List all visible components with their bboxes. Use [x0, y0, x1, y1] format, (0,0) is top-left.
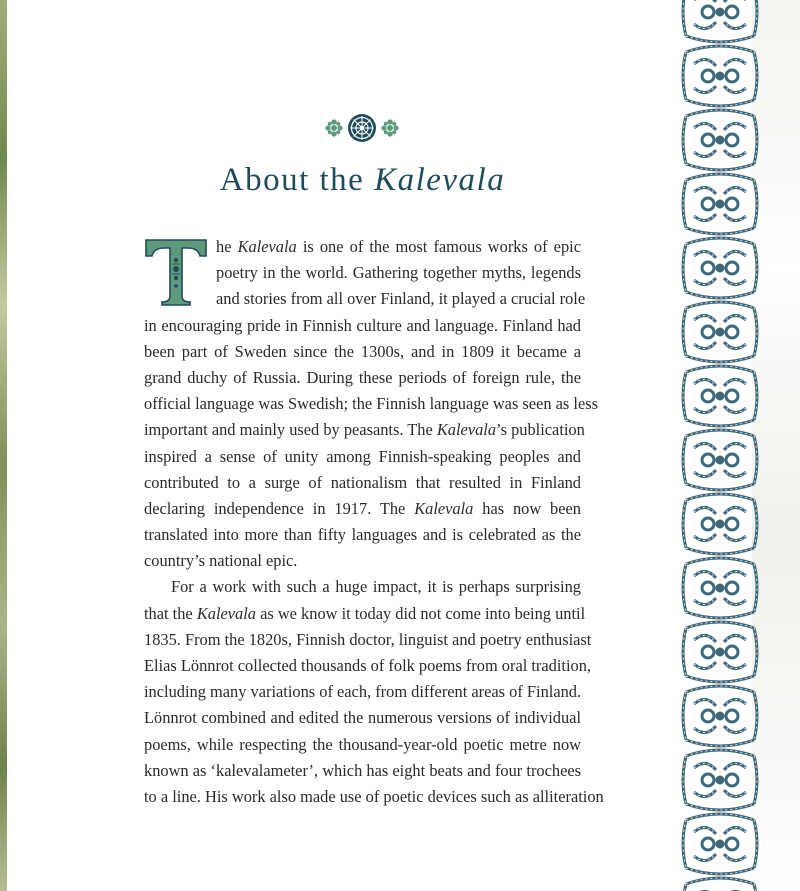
text-line: [144, 260, 581, 286]
text-segment: is one of the most famous works of epic: [296, 237, 581, 256]
text-line: [144, 784, 604, 810]
knot-segment-icon: [683, 366, 757, 426]
text-segment: official language was Swedish; the Finnish language was seen as less: [144, 394, 598, 414]
fleuron-ornament-icon: [323, 112, 401, 144]
text-segment: as we know it today did not come into being until: [256, 603, 586, 623]
text-segment: that the: [144, 603, 197, 623]
text-line: [144, 732, 581, 758]
knot-segment-icon: [683, 0, 757, 42]
knot-segment-icon: [683, 494, 757, 554]
italic-title: Kalevala: [414, 498, 474, 518]
knot-segment-icon: [683, 238, 757, 298]
text-segment: ’s publication: [496, 420, 585, 440]
text-segment: has now been: [473, 498, 581, 518]
knot-segment-icon: [683, 622, 757, 682]
knot-segment-icon: [683, 430, 757, 490]
knot-segment-icon: [683, 110, 757, 170]
text-segment: known as ‘kalevalameter’, which has eight beats and four trochees: [144, 760, 581, 780]
text-line: [144, 470, 581, 496]
knot-segment-icon: [683, 302, 757, 362]
italic-title: Kalevala: [237, 237, 297, 256]
text-line: [144, 705, 581, 731]
page-title: [144, 162, 581, 199]
text-line: [144, 286, 586, 312]
text-line: [144, 653, 591, 679]
text-segment: country’s national epic.: [144, 551, 298, 571]
text-segment: contributed to a surge of nationalism that resulted in Finland: [144, 472, 581, 492]
knot-segment-icon: [683, 878, 757, 891]
knot-segment-icon: [683, 686, 757, 746]
text-segment: declaring independence in 1917. The: [144, 498, 415, 518]
text-segment: poems, while respecting the thousand-year-old poetic metre now: [144, 734, 581, 754]
left-page-edge-illustration: [0, 0, 7, 891]
italic-title: Kalevala: [436, 420, 497, 440]
text-segment: in encouraging pride in Finnish culture and language. Finland had: [144, 315, 581, 335]
text-line: [144, 313, 581, 339]
celtic-knot-border-icon: [676, 0, 764, 891]
text-line: [144, 548, 581, 574]
knot-segment-icon: [683, 174, 757, 234]
rosette-center-icon: [348, 114, 376, 142]
drop-cap-letter: [144, 236, 208, 306]
text-line: [144, 522, 581, 548]
knot-segment-icon: [683, 46, 757, 106]
text-segment: Lönnrot combined and edited the numerous versions of individual: [144, 708, 581, 728]
page-title-emphasis: Kalevala: [374, 162, 506, 198]
text-line: [144, 758, 581, 784]
text-segment: Elias Lönnrot collected thousands of folk poems from oral tradition,: [144, 656, 591, 675]
text-segment: including many variations of each, from different areas of Finland.: [144, 682, 582, 702]
small-flower-icon-left: [325, 119, 342, 136]
small-flower-icon-right: [381, 119, 398, 136]
text-segment: inspired a sense of unity among Finnish-speaking peoples and: [144, 446, 581, 466]
text-line: [144, 574, 581, 600]
page-title-prefix: About the: [219, 162, 375, 198]
text-segment: important and mainly used by peasants. The: [144, 420, 437, 440]
text-line: [144, 391, 598, 417]
text-segment: and stories from all over Finland, it played a crucial role: [216, 289, 586, 309]
text-segment: he: [216, 237, 238, 256]
knot-segment-icon: [683, 558, 757, 618]
text-segment: grand duchy of Russia. During these periods of foreign rule, the: [144, 367, 581, 387]
text-segment: 1835. From the 1820s, Finnish doctor, linguist and poetry enthusiast: [144, 629, 592, 649]
knot-segment-icon: [683, 750, 757, 810]
text-line: [144, 365, 581, 391]
text-line: [144, 601, 586, 627]
text-segment: For a work with such a huge impact, it is perhaps surprising: [171, 577, 581, 597]
text-line: [144, 444, 581, 470]
text-line: [144, 417, 585, 443]
text-segment: been part of Sweden since the 1300s, and in 1809 it became a: [144, 341, 581, 361]
text-segment: poetry in the world. Gathering together myths, legends: [216, 263, 581, 283]
text-segment: translated into more than fifty languages and is celebrated as the: [144, 525, 581, 545]
text-line: [144, 627, 592, 653]
body-text: [144, 234, 604, 810]
text-segment: to a line. His work also made use of poetic devices such as alliteration: [144, 786, 604, 806]
text-line: [144, 496, 581, 522]
knot-segment-icon: [683, 814, 757, 874]
italic-title: Kalevala: [196, 603, 256, 623]
text-line: [144, 234, 581, 260]
text-line: [144, 339, 581, 365]
text-line: [144, 679, 581, 705]
